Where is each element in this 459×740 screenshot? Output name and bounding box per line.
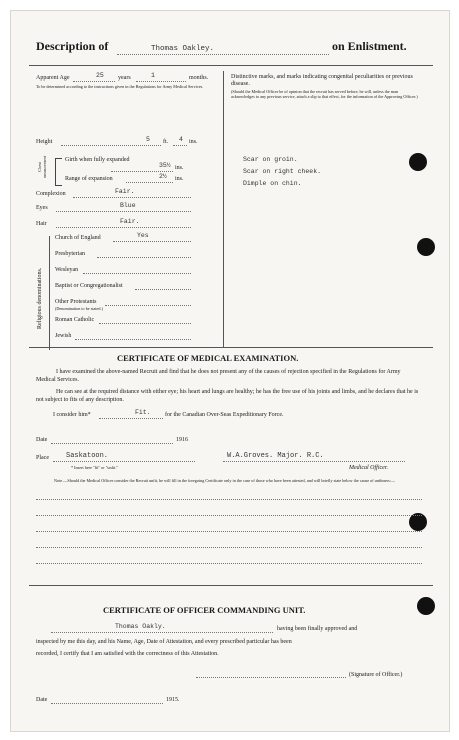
- other-protestants-line: [105, 305, 191, 306]
- age-months: 1: [151, 72, 155, 79]
- wesleyan-line: [83, 273, 191, 274]
- medical-certificate-title: CERTIFICATE OF MEDICAL EXAMINATION.: [117, 353, 299, 363]
- column-divider: [223, 71, 224, 347]
- complexion-value: Fair.: [115, 188, 135, 195]
- upper-block-rule: [29, 347, 433, 348]
- other-protestants-note: (Denomination to be stated.): [55, 306, 103, 311]
- medical-officer-signature: W.A.Groves. Major. R.C.: [227, 452, 324, 460]
- medical-officer-label: Medical Officer.: [349, 465, 388, 471]
- medical-date-label: Date: [36, 437, 48, 443]
- unfit-line-5: [36, 563, 422, 564]
- place-value: Saskatoon.: [66, 452, 109, 460]
- complexion-label: Complexion: [36, 191, 66, 197]
- officer-para-b: inspected by me this day, and his Name, Age, Date of Attestation, and every prescribed particular has been: [36, 639, 292, 645]
- months-label: months.: [189, 75, 209, 81]
- lower-block-rule: [29, 585, 433, 586]
- ins-label: ins.: [189, 139, 198, 145]
- chest-brace: [55, 158, 62, 186]
- punch-hole: [417, 238, 435, 256]
- place-line: [53, 461, 195, 462]
- height-label: Height: [36, 139, 53, 145]
- range-label: Range of expansion: [65, 176, 113, 182]
- signature-line: [223, 461, 405, 462]
- presbyterian-label: Presbyterian: [55, 251, 85, 257]
- hair-value: Fair.: [120, 218, 140, 225]
- officer-signature-line: [196, 677, 346, 678]
- on-enlistment-label: on Enlistment.: [332, 39, 407, 53]
- roman-catholic-label: Roman Catholic: [55, 317, 95, 323]
- apparent-age-label: Apparent Age: [36, 75, 70, 81]
- hair-label: Hair: [36, 221, 47, 227]
- recruit-name: Thomas Oakley.: [151, 45, 215, 53]
- attestation-paper: [10, 10, 450, 732]
- ft-label: ft.: [163, 139, 169, 145]
- years-label: years: [118, 75, 131, 81]
- height-in: 4: [179, 136, 183, 143]
- mark-line-3: Dimple on chin.: [243, 180, 302, 187]
- unfit-line-2: [36, 515, 422, 516]
- officer-para-a: having been finally approved and: [277, 626, 358, 632]
- consider-post: for the Canadian Over-Seas Expeditionary Force.: [165, 412, 284, 418]
- range-line: [126, 182, 173, 183]
- unfit-note: Note.—Should the Medical Officer consider the Recruit unfit, he will fill in the foregoing Certificate only in the case of those who have been attested, and will briefly state below the cause of unfitness:—: [54, 478, 396, 483]
- ins-label-girth: ins.: [175, 165, 184, 171]
- eyes-value: Blue: [120, 202, 136, 209]
- girth-label: Girth when fully expanded: [65, 157, 130, 163]
- wesleyan-label: Wesleyan: [55, 267, 79, 273]
- complexion-line: [73, 197, 191, 198]
- mark-line-1: Scar on groin.: [243, 156, 298, 163]
- officer-date-year: 1915.: [166, 697, 180, 703]
- header-rule: [29, 65, 433, 66]
- church-of-england-label: Church of England: [55, 235, 101, 241]
- roman-catholic-line: [99, 323, 191, 324]
- age-years-line: [73, 81, 115, 82]
- jewish-line: [75, 339, 191, 340]
- marks-note: (Should the Medical Officer be of opinion that the recruit has served before, he will, unless the man acknowledges to any previous service, attach a slip to that effect, for the information of the Approving Officer.): [231, 89, 418, 99]
- medical-para-2: He can see at the required distance with either eye; his heart and lungs are healthy; he has the free use of his joints and limbs, and he declares that he is not subject to fits of any description.: [36, 389, 419, 403]
- age-years: 25: [96, 72, 104, 79]
- girth-value: 35½: [159, 162, 171, 169]
- name-line: [117, 54, 329, 55]
- medical-date-year: 1916: [176, 437, 188, 443]
- medical-date-line: [51, 443, 173, 444]
- presbyterian-line: [97, 257, 191, 258]
- chest-label: Chest measurement: [37, 155, 47, 179]
- mark-line-2: Scar on right cheek.: [243, 168, 322, 175]
- officer-date-line: [51, 703, 163, 704]
- ins-label-range: ins.: [175, 176, 184, 182]
- description-label: Description of: [36, 39, 109, 53]
- unfit-line-4: [36, 547, 422, 548]
- punch-hole: [409, 153, 427, 171]
- officer-name-line: [51, 632, 273, 633]
- height-in-line: [173, 145, 187, 146]
- girth-line: [111, 171, 173, 172]
- age-note: To be determined according to the instructions given in the Regulations for Army Medical Services.: [36, 84, 204, 89]
- height-ft-line: [61, 145, 161, 146]
- consider-pre: I consider him*: [53, 412, 91, 418]
- height-ft: 5: [146, 136, 150, 143]
- church-of-england-line: [113, 241, 191, 242]
- other-protestants-label: Other Protestants: [55, 299, 97, 305]
- officer-signature-label: (Signature of Officer.): [349, 672, 403, 678]
- punch-hole: [417, 597, 435, 615]
- religion-side-label: Religious denominations.: [37, 267, 43, 329]
- insert-note: * Insert here "fit" or "unfit.": [71, 465, 119, 470]
- range-value: 2½: [159, 173, 167, 180]
- officer-date-label: Date: [36, 697, 48, 703]
- baptist-line: [135, 289, 191, 290]
- jewish-label: Jewish: [55, 333, 72, 339]
- eyes-label: Eyes: [36, 205, 48, 211]
- consider-value: Fit.: [135, 409, 151, 416]
- marks-title: Distinctive marks, and marks indicating congenital peculiarities or previous disease.: [231, 74, 413, 87]
- age-months-line: [136, 81, 186, 82]
- medical-para-1: I have examined the above-named Recruit and find that he does not present any of the causes of rejection specified in the Regulations for Army Medical Services.: [36, 369, 401, 383]
- consider-line: [99, 418, 163, 419]
- officer-para-c: recorded, I certify that I am satisfied with the correctness of this Attestation.: [36, 651, 219, 657]
- unfit-line-1: [36, 499, 422, 500]
- officer-certificate-title: CERTIFICATE OF OFFICER COMMANDING UNIT.: [103, 605, 306, 615]
- eyes-line: [56, 211, 191, 212]
- church-of-england-value: Yes: [137, 232, 149, 239]
- hair-line: [56, 227, 191, 228]
- officer-recruit-name: Thomas Oakly.: [115, 623, 166, 630]
- unfit-line-3: [36, 531, 422, 532]
- baptist-label: Baptist or Congregationalist: [55, 283, 123, 289]
- religion-rule: [49, 236, 50, 350]
- place-label: Place: [36, 455, 49, 461]
